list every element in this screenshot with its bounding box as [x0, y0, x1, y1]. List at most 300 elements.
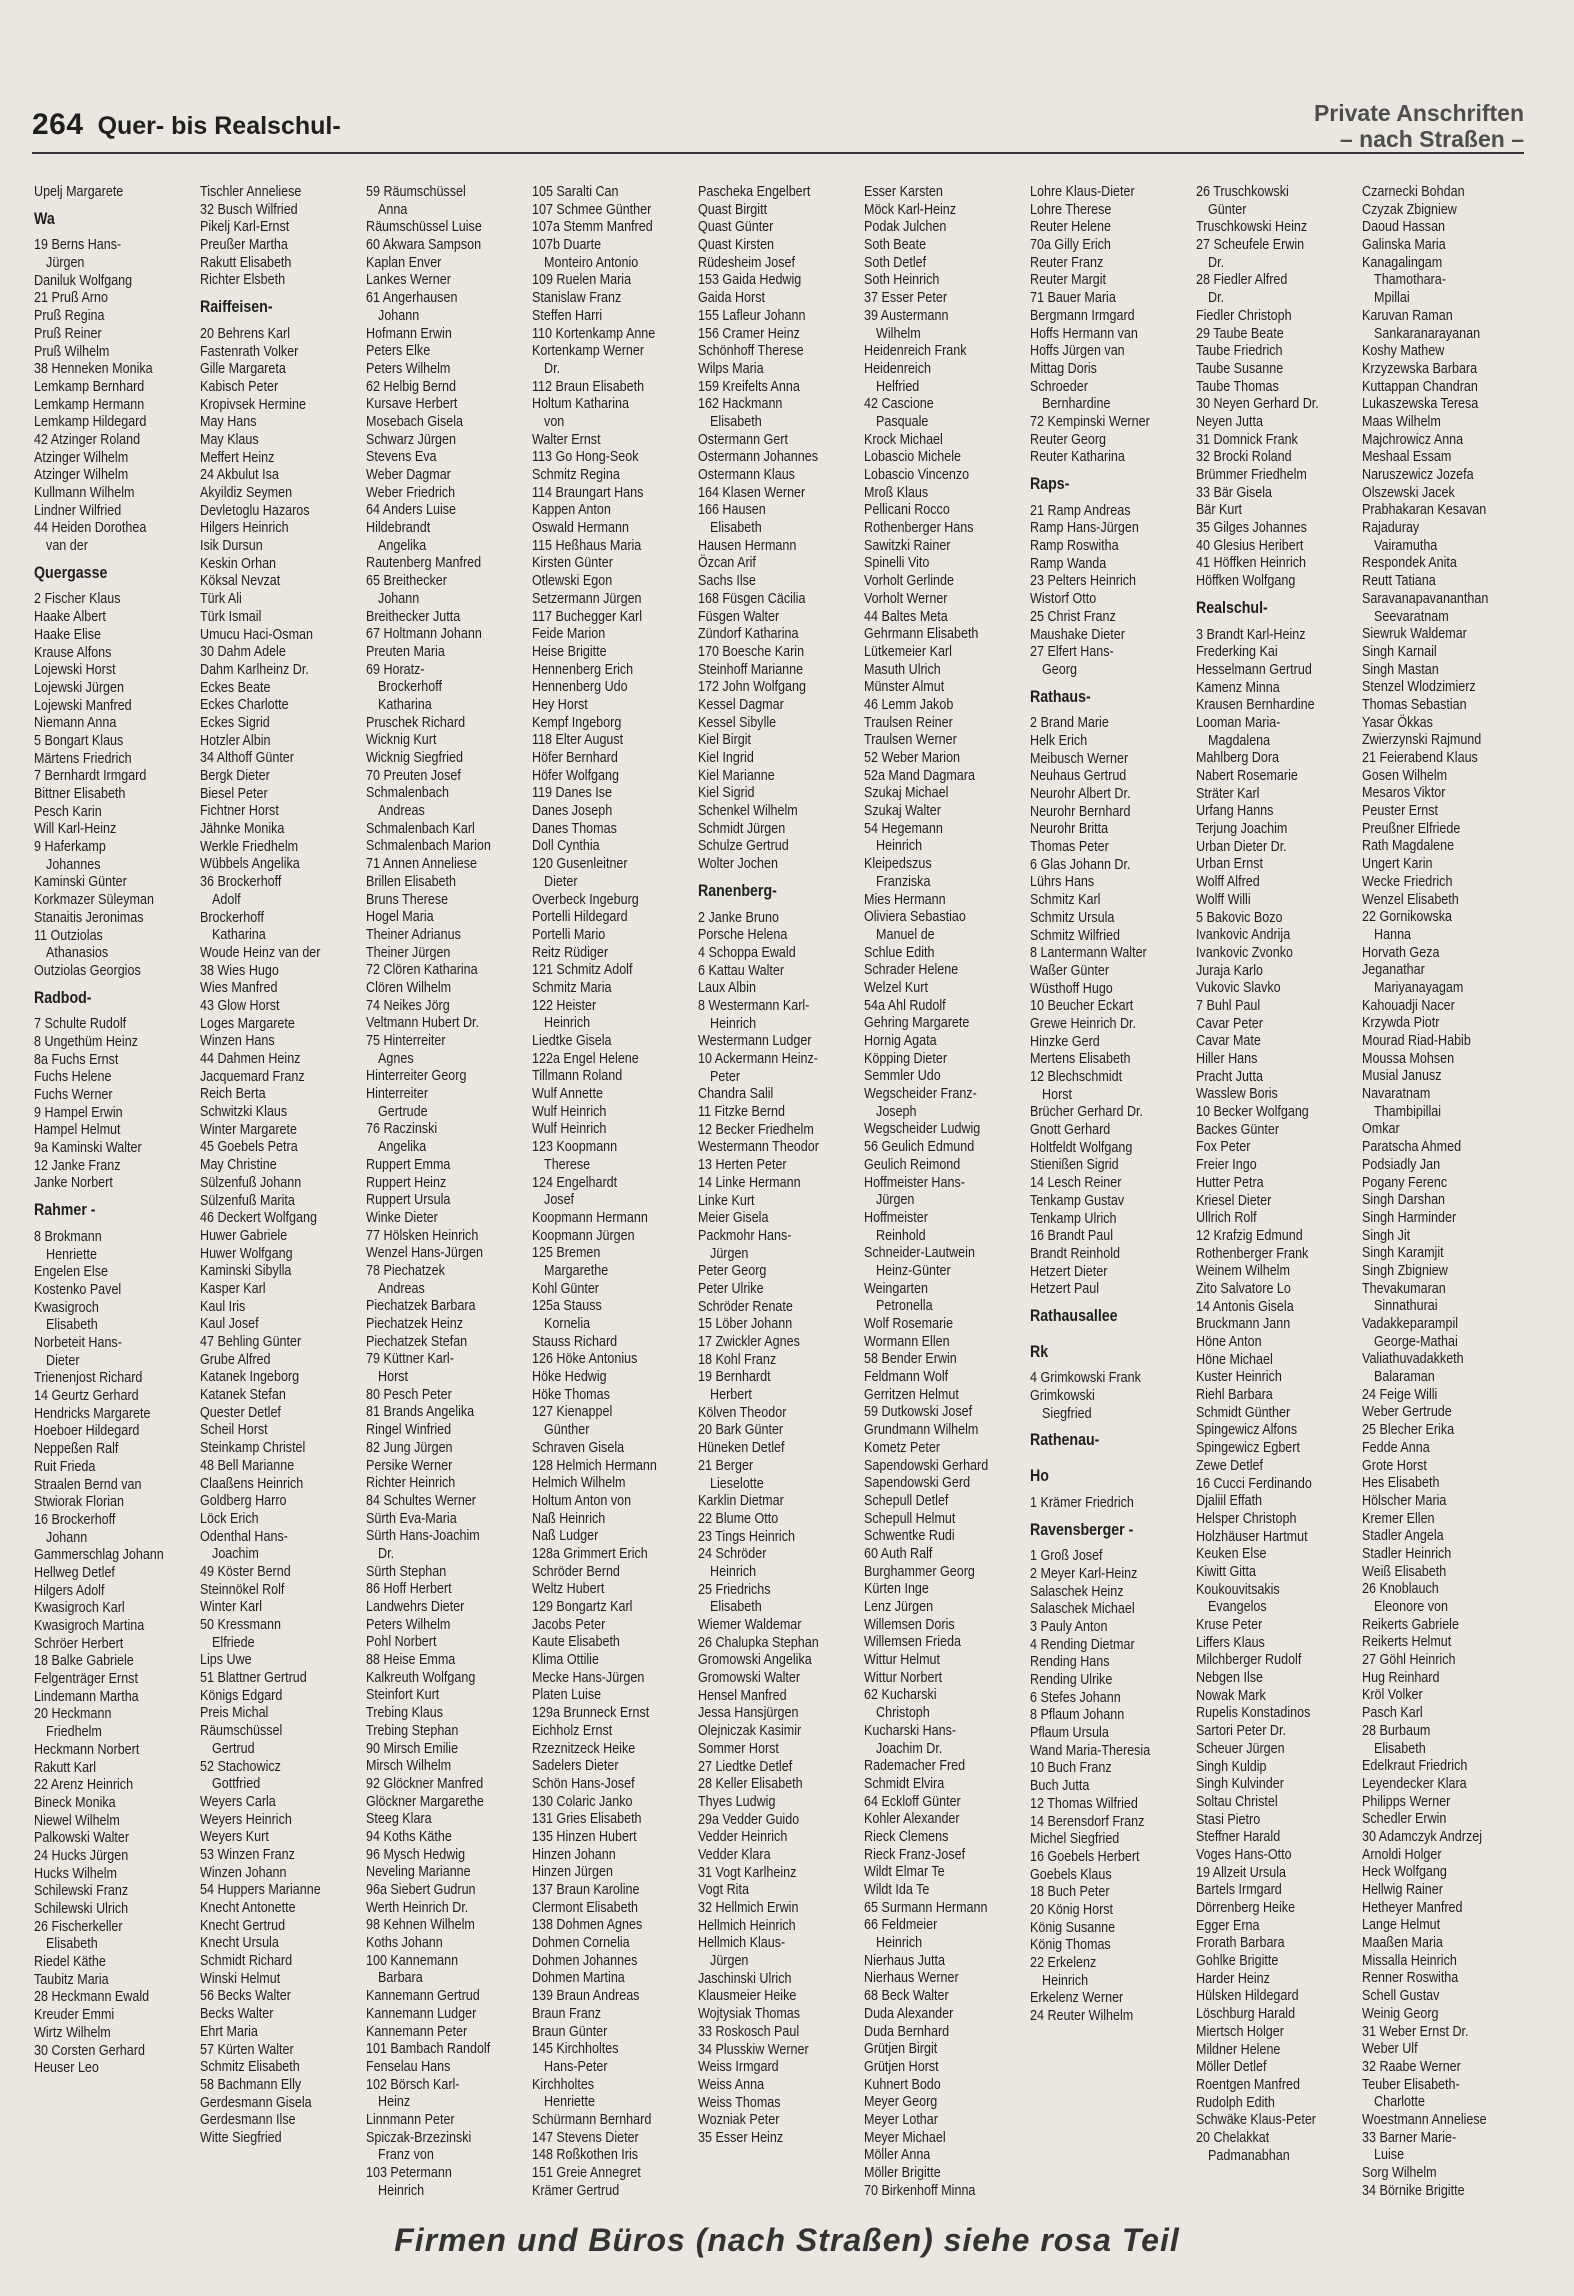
- directory-entry: Ringel Winfried: [366, 1422, 452, 1439]
- directory-entry: Wolff Alfred: [1196, 874, 1260, 891]
- directory-entry: Piechatzek Stefan: [366, 1333, 468, 1350]
- directory-entry: Thomas Sebastian: [1362, 696, 1467, 713]
- directory-entry: Meshaal Essam: [1362, 449, 1452, 466]
- directory-entry: Becks Walter: [200, 2006, 274, 2023]
- directory-entry: 112 Braun Elisabeth: [532, 378, 645, 395]
- directory-entry: Königs Edgard: [200, 1687, 283, 1704]
- directory-entry: Vedder Klara: [698, 1846, 771, 1863]
- directory-entry: Tillmann Roland: [532, 1068, 623, 1085]
- directory-entry: Preußner Elfriede: [1362, 820, 1461, 837]
- directory-entry: Hoffmeister: [864, 1209, 928, 1226]
- directory-entry: Hetzert Dieter: [1030, 1263, 1108, 1280]
- street-heading: Wa: [34, 209, 55, 228]
- directory-entry: 110 Kortenkamp Anne: [532, 325, 656, 342]
- directory-entry: Wegscheider Franz-: [864, 1086, 977, 1103]
- directory-entry: Winter Margarete: [200, 1121, 297, 1138]
- directory-entry: Grütjen Horst: [864, 2058, 939, 2075]
- directory-entry: 21 Pruß Arno: [34, 290, 108, 307]
- directory-entry: Brücher Gerhard Dr.: [1030, 1104, 1144, 1121]
- directory-entry: Jeganathar: [1362, 962, 1425, 979]
- directory-entry: 159 Kreifelts Anna: [698, 378, 800, 395]
- footer-note: Firmen und Büros (nach Straßen) siehe rosa Teil: [394, 2222, 1180, 2258]
- directory-entry: 24 Reuter Wilhelm: [1030, 2008, 1134, 2025]
- directory-entry: Otlewski Egon: [532, 573, 613, 590]
- entry-continuation: Heinz-Günter: [876, 1262, 951, 1279]
- directory-entry: Stasi Pietro: [1196, 1811, 1261, 1828]
- directory-column: [864, 184, 1002, 2200]
- directory-entry: Lütkemeier Karl: [864, 643, 952, 660]
- directory-entry: Kempf Ingeborg: [532, 714, 622, 731]
- directory-entry: Wenzel Elisabeth: [1362, 891, 1459, 908]
- entry-continuation: Henriette: [544, 2094, 595, 2111]
- directory-entry: 19 Bernhardt: [698, 1369, 771, 1386]
- page-number: 264: [32, 108, 84, 141]
- directory-entry: 8 Brokmann: [34, 1228, 102, 1245]
- directory-entry: Krämer Gertrud: [532, 2182, 620, 2199]
- directory-entry: Hülsken Hildegard: [1196, 1988, 1299, 2005]
- directory-entry: Esser Karsten: [864, 184, 943, 200]
- directory-entry: Stevens Eva: [366, 449, 437, 466]
- directory-entry: Gehrmann Elisabeth: [864, 626, 979, 643]
- directory-entry: Hendricks Margarete: [34, 1405, 151, 1422]
- directory-entry: Eckes Sigrid: [200, 714, 270, 731]
- directory-entry: Lindner Wilfried: [34, 502, 122, 519]
- directory-entry: 8a Fuchs Ernst: [34, 1051, 119, 1068]
- directory-entry: Heck Wolfgang: [1362, 1864, 1447, 1881]
- directory-entry: Steeg Klara: [366, 1811, 432, 1828]
- directory-entry: Sorg Wilhelm: [1362, 2165, 1437, 2181]
- directory-entry: 107 Schmee Günther: [532, 201, 652, 218]
- entry-continuation: Mariyanayagam: [1374, 979, 1464, 996]
- directory-entry: Wojtysiak Thomas: [698, 2006, 801, 2023]
- directory-entry: 52a Mand Dagmara: [864, 767, 975, 784]
- directory-entry: Bär Kurt: [1196, 502, 1243, 519]
- directory-entry: Schmitz Maria: [532, 979, 612, 996]
- entry-continuation: Heinrich: [876, 1935, 923, 1952]
- directory-entry: 20 Behrens Karl: [200, 325, 291, 342]
- directory-entry: Hilgers Adolf: [34, 1582, 105, 1599]
- directory-entry: Lobascio Vincenzo: [864, 467, 970, 483]
- directory-entry: Terjung Joachim: [1196, 821, 1288, 838]
- directory-entry: 19 Allzeit Ursula: [1196, 1864, 1286, 1881]
- street-heading: Rathenau-: [1030, 1431, 1100, 1450]
- directory-entry: Pruß Regina: [34, 308, 105, 325]
- directory-entry: 49 Köster Bernd: [200, 1563, 291, 1580]
- directory-entry: Arnoldi Holger: [1362, 1846, 1442, 1863]
- directory-entry: Steinfort Kurt: [366, 1687, 440, 1704]
- directory-entry: Pogany Ferenc: [1362, 1174, 1448, 1191]
- directory-entry: Jessa Hansjürgen: [698, 1705, 799, 1722]
- directory-entry: Weber Ulf: [1362, 2041, 1418, 2058]
- entry-continuation: Padmanabhan: [1208, 2147, 1290, 2164]
- directory-entry: Holtum Anton von: [532, 1492, 632, 1509]
- directory-entry: Vukovic Slavko: [1196, 980, 1281, 997]
- directory-entry: Westermann Ludger: [698, 1033, 812, 1050]
- directory-entry: Kullmann Wilhelm: [34, 485, 135, 502]
- directory-entry: Kropivsek Hermine: [200, 396, 307, 413]
- directory-entry: Spingewicz Egbert: [1196, 1440, 1300, 1457]
- directory-entry: 71 Bauer Maria: [1030, 290, 1116, 307]
- directory-entry: Kirsten Günter: [532, 555, 613, 572]
- directory-entry: 18 Buch Peter: [1030, 1884, 1110, 1901]
- directory-entry: Glöckner Margarethe: [366, 1793, 484, 1810]
- entry-continuation: Siegfried: [1042, 1405, 1092, 1422]
- directory-entry: Linke Kurt: [698, 1192, 755, 1209]
- directory-entry: Niemann Anna: [34, 715, 117, 732]
- directory-entry: Duda Bernhard: [864, 2023, 950, 2040]
- directory-entry: Schlue Edith: [864, 944, 935, 961]
- directory-entry: Liedtke Gisela: [532, 1033, 612, 1049]
- directory-entry: 70 Preuten Josef: [366, 767, 461, 784]
- directory-entry: Olejniczak Kasimir: [698, 1723, 802, 1740]
- directory-entry: Sartori Peter Dr.: [1196, 1723, 1286, 1740]
- directory-entry: 122a Engel Helene: [532, 1050, 639, 1067]
- directory-entry: Schmidt Günther: [1196, 1404, 1291, 1421]
- directory-entry: 61 Angerhausen: [366, 290, 458, 307]
- directory-entry: 6 Glas Johann Dr.: [1030, 856, 1131, 873]
- directory-entry: Bartels Irmgard: [1196, 1882, 1282, 1899]
- entry-continuation: Gottfried: [212, 1776, 261, 1793]
- directory-entry: Kuttappan Chandran: [1362, 378, 1478, 395]
- directory-entry: Preußer Martha: [200, 237, 288, 254]
- directory-entry: Katanek Ingeborg: [200, 1369, 300, 1386]
- directory-entry: Ehrt Maria: [200, 2023, 258, 2040]
- directory-entry: 71 Annen Anneliese: [366, 856, 477, 873]
- directory-entry: Hucks Wilhelm: [34, 1865, 117, 1882]
- directory-entry: Kannemann Gertrud: [366, 1988, 480, 2005]
- directory-entry: Sommer Horst: [698, 1740, 779, 1757]
- entry-continuation: Katharina: [212, 927, 266, 944]
- directory-entry: Taube Friedrich: [1196, 343, 1283, 360]
- directory-entry: 86 Hoff Herbert: [366, 1581, 452, 1598]
- directory-entry: Taube Susanne: [1196, 360, 1284, 377]
- directory-entry: Kasper Karl: [200, 1280, 266, 1297]
- directory-entry: 137 Braun Karoline: [532, 1882, 640, 1898]
- directory-entry: Gromowski Walter: [698, 1670, 801, 1687]
- directory-entry: Maas Wilhelm: [1362, 413, 1441, 430]
- directory-entry: Westermann Theodor: [698, 1139, 819, 1156]
- directory-entry: Gerritzen Helmut: [864, 1386, 959, 1403]
- directory-entry: Voges Hans-Otto: [1196, 1846, 1292, 1863]
- entry-continuation: Joachim Dr.: [876, 1740, 943, 1757]
- directory-entry: Rüdesheim Josef: [698, 254, 795, 271]
- directory-entry: Quast Günter: [698, 219, 774, 236]
- directory-entry: Peters Elke: [366, 343, 431, 360]
- directory-entry: Schraven Gisela: [532, 1439, 625, 1456]
- directory-entry: Theiner Adrianus: [366, 926, 461, 943]
- directory-entry: Meibusch Werner: [1030, 750, 1129, 767]
- directory-entry: 33 Bär Gisela: [1196, 484, 1273, 501]
- directory-entry: 35 Esser Heinz: [698, 2129, 784, 2146]
- directory-entry: 25 Blecher Erika: [1362, 1422, 1455, 1439]
- entry-continuation: Franz von: [378, 2147, 434, 2164]
- directory-entry: Landwehrs Dieter: [366, 1599, 465, 1615]
- directory-entry: 2 Brand Marie: [1030, 715, 1109, 732]
- street-heading: Ravensberger -: [1030, 1520, 1134, 1539]
- directory-entry: Möller Detlef: [1196, 2059, 1267, 2076]
- entry-continuation: Mpillai: [1374, 290, 1410, 307]
- directory-entry: 20 Heckmann: [34, 1706, 112, 1723]
- directory-entry: Piechatzek Heinz: [366, 1316, 463, 1332]
- directory-entry: Willemsen Doris: [864, 1616, 955, 1633]
- entry-continuation: Henriette: [46, 1246, 97, 1263]
- directory-entry: Singh Harminder: [1362, 1209, 1457, 1226]
- directory-entry: Sülzenfuß Johann: [200, 1174, 302, 1191]
- directory-entry: 44 Dahmen Heinz: [200, 1051, 301, 1068]
- directory-entry: Nebgen Ilse: [1196, 1670, 1263, 1687]
- directory-entry: Felgenträger Ernst: [34, 1671, 138, 1688]
- directory-entry: Haake Albert: [34, 609, 106, 626]
- directory-entry: Mahlberg Dora: [1196, 750, 1280, 767]
- directory-entry: Huwer Wolfgang: [200, 1245, 293, 1262]
- directory-entry: Schmitz Regina: [532, 467, 620, 483]
- directory-entry: Singh Karamjit: [1362, 1245, 1444, 1262]
- directory-entry: Rupelis Konstadinos: [1196, 1705, 1311, 1722]
- directory-entry: 96a Siebert Gudrun: [366, 1882, 476, 1898]
- directory-entry: Mourad Riad-Habib: [1362, 1033, 1471, 1049]
- directory-entry: 9a Kaminski Walter: [34, 1140, 142, 1157]
- directory-entry: Schmalenbach: [366, 785, 450, 802]
- entry-continuation: Sankaranarayanan: [1374, 325, 1481, 342]
- directory-entry: Meffert Heinz: [200, 449, 275, 466]
- directory-entry: 8 Pflaum Johann: [1030, 1707, 1125, 1724]
- directory-entry: 103 Petermann: [366, 2165, 452, 2181]
- directory-entry: Werth Heinrich Dr.: [366, 1899, 469, 1916]
- directory-entry: Brillen Elisabeth: [366, 873, 457, 890]
- directory-entry: Nabert Rosemarie: [1196, 768, 1298, 785]
- directory-entry: Urfang Hanns: [1196, 803, 1274, 820]
- directory-entry: Wenzel Hans-Jürgen: [366, 1245, 483, 1262]
- directory-entry: Bittner Elisabeth: [34, 786, 126, 803]
- directory-entry: Schmitz Ursula: [1030, 909, 1115, 926]
- entry-continuation: Georg: [1042, 661, 1077, 678]
- directory-entry: Peuster Ernst: [1362, 803, 1439, 820]
- directory-entry: 151 Greie Annegret: [532, 2165, 641, 2181]
- directory-entry: Meyer Georg: [864, 2094, 938, 2111]
- directory-entry: Feldmann Wolf: [864, 1369, 949, 1386]
- directory-entry: Mittag Doris: [1030, 360, 1097, 377]
- directory-entry: Weiss Thomas: [698, 2094, 781, 2111]
- directory-entry: Brandt Reinhold: [1030, 1245, 1121, 1262]
- directory-entry: Sülzenfuß Marita: [200, 1192, 295, 1209]
- directory-entry: Helk Erich: [1030, 732, 1088, 749]
- entry-continuation: Seevaratnam: [1374, 608, 1449, 625]
- directory-entry: Hinterreiter: [366, 1086, 429, 1103]
- directory-entry: 32 Hellmich Erwin: [698, 1900, 799, 1917]
- directory-entry: Naß Ludger: [532, 1528, 599, 1545]
- street-heading: Quergasse: [34, 563, 108, 582]
- directory-entry: Geulich Reimond: [864, 1156, 961, 1173]
- directory-entry: Wicknig Kurt: [366, 732, 437, 749]
- directory-entry: Grütjen Birgit: [864, 2041, 938, 2058]
- directory-entry: Möller Anna: [864, 2147, 931, 2164]
- directory-entry: Scheuer Jürgen: [1196, 1740, 1285, 1757]
- directory-entry: Edelkraut Friedrich: [1362, 1758, 1468, 1775]
- directory-entry: Weiss Irmgard: [698, 2059, 779, 2076]
- entry-continuation: Evangelos: [1208, 1599, 1267, 1616]
- directory-entry: 53 Winzen Franz: [200, 1846, 295, 1863]
- directory-entry: Singh Kuldip: [1196, 1758, 1267, 1775]
- directory-entry: Kiwitt Gitta: [1196, 1563, 1256, 1580]
- directory-entry: Höfer Wolfgang: [532, 767, 619, 784]
- directory-entry: Wittur Norbert: [864, 1669, 943, 1686]
- directory-entry: Höne Michael: [1196, 1351, 1273, 1368]
- directory-entry: Kahouadji Nacer: [1362, 997, 1455, 1014]
- directory-entry: Niewel Wilhelm: [34, 1812, 120, 1829]
- directory-entry: Schmalenbach Karl: [366, 820, 475, 837]
- directory-entry: Weber Dagmar: [366, 467, 451, 483]
- directory-entry: Sadelers Dieter: [532, 1758, 619, 1775]
- directory-entry: 11 Fitzke Bernd: [698, 1104, 785, 1121]
- entry-continuation: Dr.: [544, 360, 561, 377]
- entry-continuation: Jürgen: [710, 1953, 749, 1970]
- directory-entry: Weinem Wilhelm: [1196, 1263, 1290, 1280]
- directory-entry: Kabisch Peter: [200, 378, 279, 395]
- entry-continuation: Peter: [710, 1068, 741, 1085]
- directory-entry: Weiß Elisabeth: [1362, 1563, 1447, 1580]
- directory-entry: Stadler Heinrich: [1362, 1545, 1452, 1562]
- directory-entry: Traulsen Werner: [864, 732, 957, 749]
- directory-entry: Kiel Marianne: [698, 767, 775, 784]
- directory-entry: 7 Schulte Rudolf: [34, 1016, 127, 1033]
- directory-entry: Rothenberger Hans: [864, 520, 974, 537]
- directory-entry: Naruszewicz Jozefa: [1362, 467, 1474, 483]
- entry-continuation: Barbara: [378, 1970, 423, 1987]
- entry-continuation: Gertrud: [212, 1740, 255, 1757]
- directory-entry: Singh Karnail: [1362, 643, 1437, 660]
- directory-entry: Hiller Hans: [1196, 1051, 1258, 1068]
- directory-entry: Weber Friedrich: [366, 484, 456, 501]
- directory-entry: 52 Weber Marion: [864, 750, 961, 766]
- directory-entry: Schepull Detlef: [864, 1492, 949, 1509]
- entry-continuation: Adolf: [212, 891, 241, 908]
- street-heading: Ho: [1030, 1467, 1049, 1486]
- directory-entry: Reuter Margit: [1030, 272, 1107, 289]
- directory-entry: 101 Bambach Randolf: [366, 2041, 491, 2058]
- entry-continuation: Elisabeth: [710, 1599, 762, 1616]
- directory-entry: 2 Fischer Klaus: [34, 591, 121, 608]
- directory-entry: Heidenreich Frank: [864, 343, 967, 360]
- directory-entry: Spinelli Vito: [864, 555, 930, 572]
- directory-entry: Wildt Elmar Te: [864, 1864, 945, 1881]
- directory-entry: Czyzak Zbigniew: [1362, 201, 1457, 218]
- directory-entry: Kamenz Minna: [1196, 679, 1280, 696]
- directory-entry: Winski Helmut: [200, 1970, 281, 1987]
- directory-entry: Looman Maria-: [1196, 714, 1281, 731]
- directory-entry: Lojewski Horst: [34, 662, 116, 679]
- directory-entry: Koopmann Jürgen: [532, 1227, 635, 1244]
- directory-entry: Nowak Mark: [1196, 1687, 1266, 1704]
- directory-entry: 10 Buch Franz: [1030, 1760, 1112, 1777]
- directory-entry: Ruit Frieda: [34, 1458, 96, 1475]
- directory-entry: Engelen Else: [34, 1264, 108, 1281]
- directory-entry: Kannemann Peter: [366, 2023, 468, 2040]
- entry-continuation: Dieter: [544, 873, 578, 890]
- directory-entry: Winter Karl: [200, 1599, 263, 1616]
- directory-entry: Peters Wilhelm: [366, 1616, 451, 1633]
- directory-entry: Weyers Heinrich: [200, 1811, 292, 1828]
- directory-entry: Horvath Geza: [1362, 944, 1440, 961]
- directory-entry: 59 Dutkowski Josef: [864, 1404, 973, 1421]
- directory-entry: 94 Koths Käthe: [366, 1828, 452, 1845]
- directory-entry: Pasch Karl: [1362, 1705, 1423, 1722]
- directory-entry: 64 Eckloff Günter: [864, 1793, 961, 1810]
- entry-continuation: Heinz: [378, 2094, 411, 2111]
- directory-entry: Jacquemard Franz: [200, 1068, 305, 1085]
- directory-entry: 26 Truschkowski: [1196, 184, 1289, 200]
- directory-entry: Schilewski Franz: [34, 1883, 129, 1900]
- entry-continuation: Heinrich: [710, 1015, 757, 1032]
- directory-entry: Rending Ulrike: [1030, 1672, 1113, 1689]
- directory-entry: 56 Becks Walter: [200, 1988, 291, 2005]
- directory-entry: Hellmich Klaus-: [698, 1935, 786, 1952]
- directory-entry: Vorholt Gerlinde: [864, 573, 955, 590]
- entry-continuation: Katharina: [378, 696, 432, 713]
- directory-entry: 82 Jung Jürgen: [366, 1439, 453, 1456]
- directory-entry: 164 Klasen Werner: [698, 484, 806, 501]
- directory-entry: Knecht Antonette: [200, 1900, 296, 1917]
- directory-entry: Tenkamp Gustav: [1030, 1192, 1125, 1209]
- directory-entry: Clermont Elisabeth: [532, 1899, 639, 1916]
- directory-entry: 43 Glow Horst: [200, 997, 280, 1014]
- directory-entry: Reitz Rüdiger: [532, 944, 609, 961]
- directory-entry: 76 Raczinski: [366, 1121, 438, 1138]
- directory-entry: Duda Alexander: [864, 2005, 954, 2022]
- directory-entry: Grote Horst: [1362, 1457, 1427, 1474]
- directory-entry: 14 Lesch Reiner: [1030, 1175, 1122, 1192]
- directory-entry: Kruse Peter: [1196, 1617, 1263, 1634]
- directory-entry: Semmler Udo: [864, 1068, 941, 1085]
- directory-entry: 100 Kannemann: [366, 1952, 459, 1969]
- directory-entry: Schmidt Elvira: [864, 1775, 945, 1792]
- directory-entry: Lührs Hans: [1030, 874, 1095, 891]
- directory-entry: Ramp Hans-Jürgen: [1030, 520, 1139, 537]
- directory-entry: 46 Lemm Jakob: [864, 696, 954, 713]
- directory-entry: Devletoglu Hazaros: [200, 502, 310, 519]
- entry-continuation: Athanasios: [46, 945, 109, 962]
- entry-continuation: Horst: [378, 1369, 409, 1386]
- directory-entry: Winke Dieter: [366, 1209, 438, 1226]
- directory-entry: 46 Deckert Wolfgang: [200, 1210, 317, 1227]
- directory-entry: Lohre Therese: [1030, 201, 1112, 218]
- directory-entry: 77 Hölsken Heinrich: [366, 1227, 479, 1244]
- directory-entry: Portelli Mario: [532, 926, 606, 943]
- directory-entry: Pellicani Rocco: [864, 502, 950, 519]
- directory-entry: Steinkamp Christel: [200, 1440, 306, 1457]
- directory-entry: Sawitzki Rainer: [864, 537, 951, 554]
- entry-continuation: Margarethe: [544, 1262, 609, 1279]
- directory-column: [532, 184, 670, 2200]
- directory-entry: 30 Neyen Gerhard Dr.: [1196, 396, 1319, 413]
- entry-continuation: Andreas: [378, 1280, 425, 1297]
- directory-entry: Schröer Herbert: [34, 1635, 124, 1652]
- directory-entry: Koths Johann: [366, 1935, 443, 1952]
- directory-entry: 62 Helbig Bernd: [366, 378, 457, 395]
- directory-entry: Ostermann Gert: [698, 431, 788, 448]
- directory-entry: Sapendowski Gerhard: [864, 1457, 989, 1474]
- directory-entry: Sapendowski Gerd: [864, 1475, 971, 1492]
- directory-entry: Steffner Harald: [1196, 1829, 1281, 1846]
- directory-entry: 139 Braun Andreas: [532, 1988, 640, 2005]
- entry-continuation: Heinrich: [378, 2182, 425, 2199]
- directory-entry: Eckes Beate: [200, 679, 271, 696]
- directory-entry: Wittur Helmut: [864, 1652, 941, 1669]
- directory-entry: Höffken Wolfgang: [1196, 573, 1296, 590]
- directory-entry: Pikelj Karl-Ernst: [200, 219, 290, 236]
- directory-entry: Freier Ingo: [1196, 1157, 1257, 1174]
- directory-entry: 34 Althoff Günter: [200, 750, 294, 767]
- directory-entry: Möller Brigitte: [864, 2165, 941, 2181]
